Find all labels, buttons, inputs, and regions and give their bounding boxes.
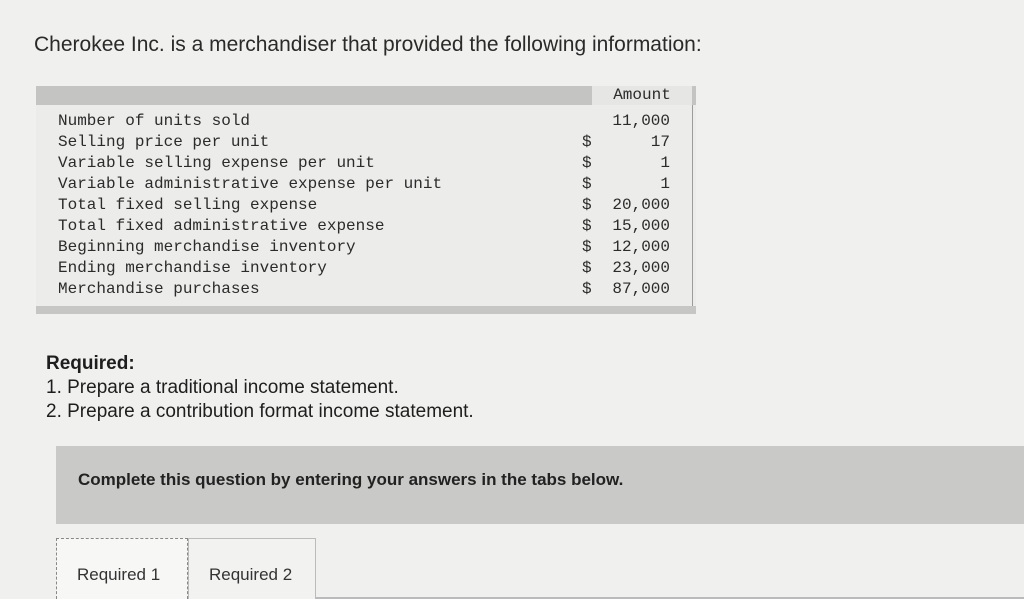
table-footer-bar [36,306,696,314]
amount-column-header: Amount [592,86,692,105]
row-label: Ending merchandise inventory [58,259,327,277]
problem-intro: Cherokee Inc. is a merchandiser that provided the following information: [34,33,702,56]
tab-required-1[interactable] [56,538,188,599]
table-row [36,195,696,216]
table-row [36,111,696,132]
table-row [36,174,696,195]
row-label: Merchandise purchases [58,280,260,298]
data-table [36,86,696,314]
row-label: Selling price per unit [58,133,270,151]
tab-label: Required 2 [209,565,293,584]
table-row [36,153,696,174]
row-label: Variable administrative expense per unit [58,175,443,193]
row-value: 87,000 [612,280,670,298]
table-row [36,279,696,300]
row-label: Total fixed administrative expense [58,217,385,235]
table-row [36,258,696,279]
row-value: 17 [650,133,670,151]
required-item-1: 1. Prepare a traditional income statement. [46,377,399,398]
row-currency: $ [582,259,592,277]
required-item-2: 2. Prepare a contribution format income statement. [46,401,474,422]
instruction-text: Complete this question by entering your answers in the tabs below. [78,470,624,489]
row-label: Variable selling expense per unit [58,154,375,172]
table-row [36,132,696,153]
row-value: 23,000 [612,259,670,277]
row-currency: $ [582,238,592,256]
row-value: 15,000 [612,217,670,235]
row-currency: $ [582,280,592,298]
row-currency: $ [582,133,592,151]
row-value: 1 [660,175,670,193]
required-section [46,352,474,424]
row-label: Total fixed selling expense [58,196,318,214]
row-value: 20,000 [612,196,670,214]
row-label: Beginning merchandise inventory [58,238,356,256]
instruction-banner [56,446,1024,524]
table-row [36,216,696,237]
row-currency: $ [582,217,592,235]
row-value: 12,000 [612,238,670,256]
row-currency: $ [582,196,592,214]
tab-required-2[interactable] [188,538,316,599]
tab-label: Required 1 [77,565,161,584]
row-currency: $ [582,154,592,172]
row-currency: $ [582,175,592,193]
row-label: Number of units sold [58,112,251,130]
row-value: 11,000 [612,112,670,130]
table-row [36,237,696,258]
required-heading: Required: [46,353,135,374]
row-value: 1 [660,154,670,172]
